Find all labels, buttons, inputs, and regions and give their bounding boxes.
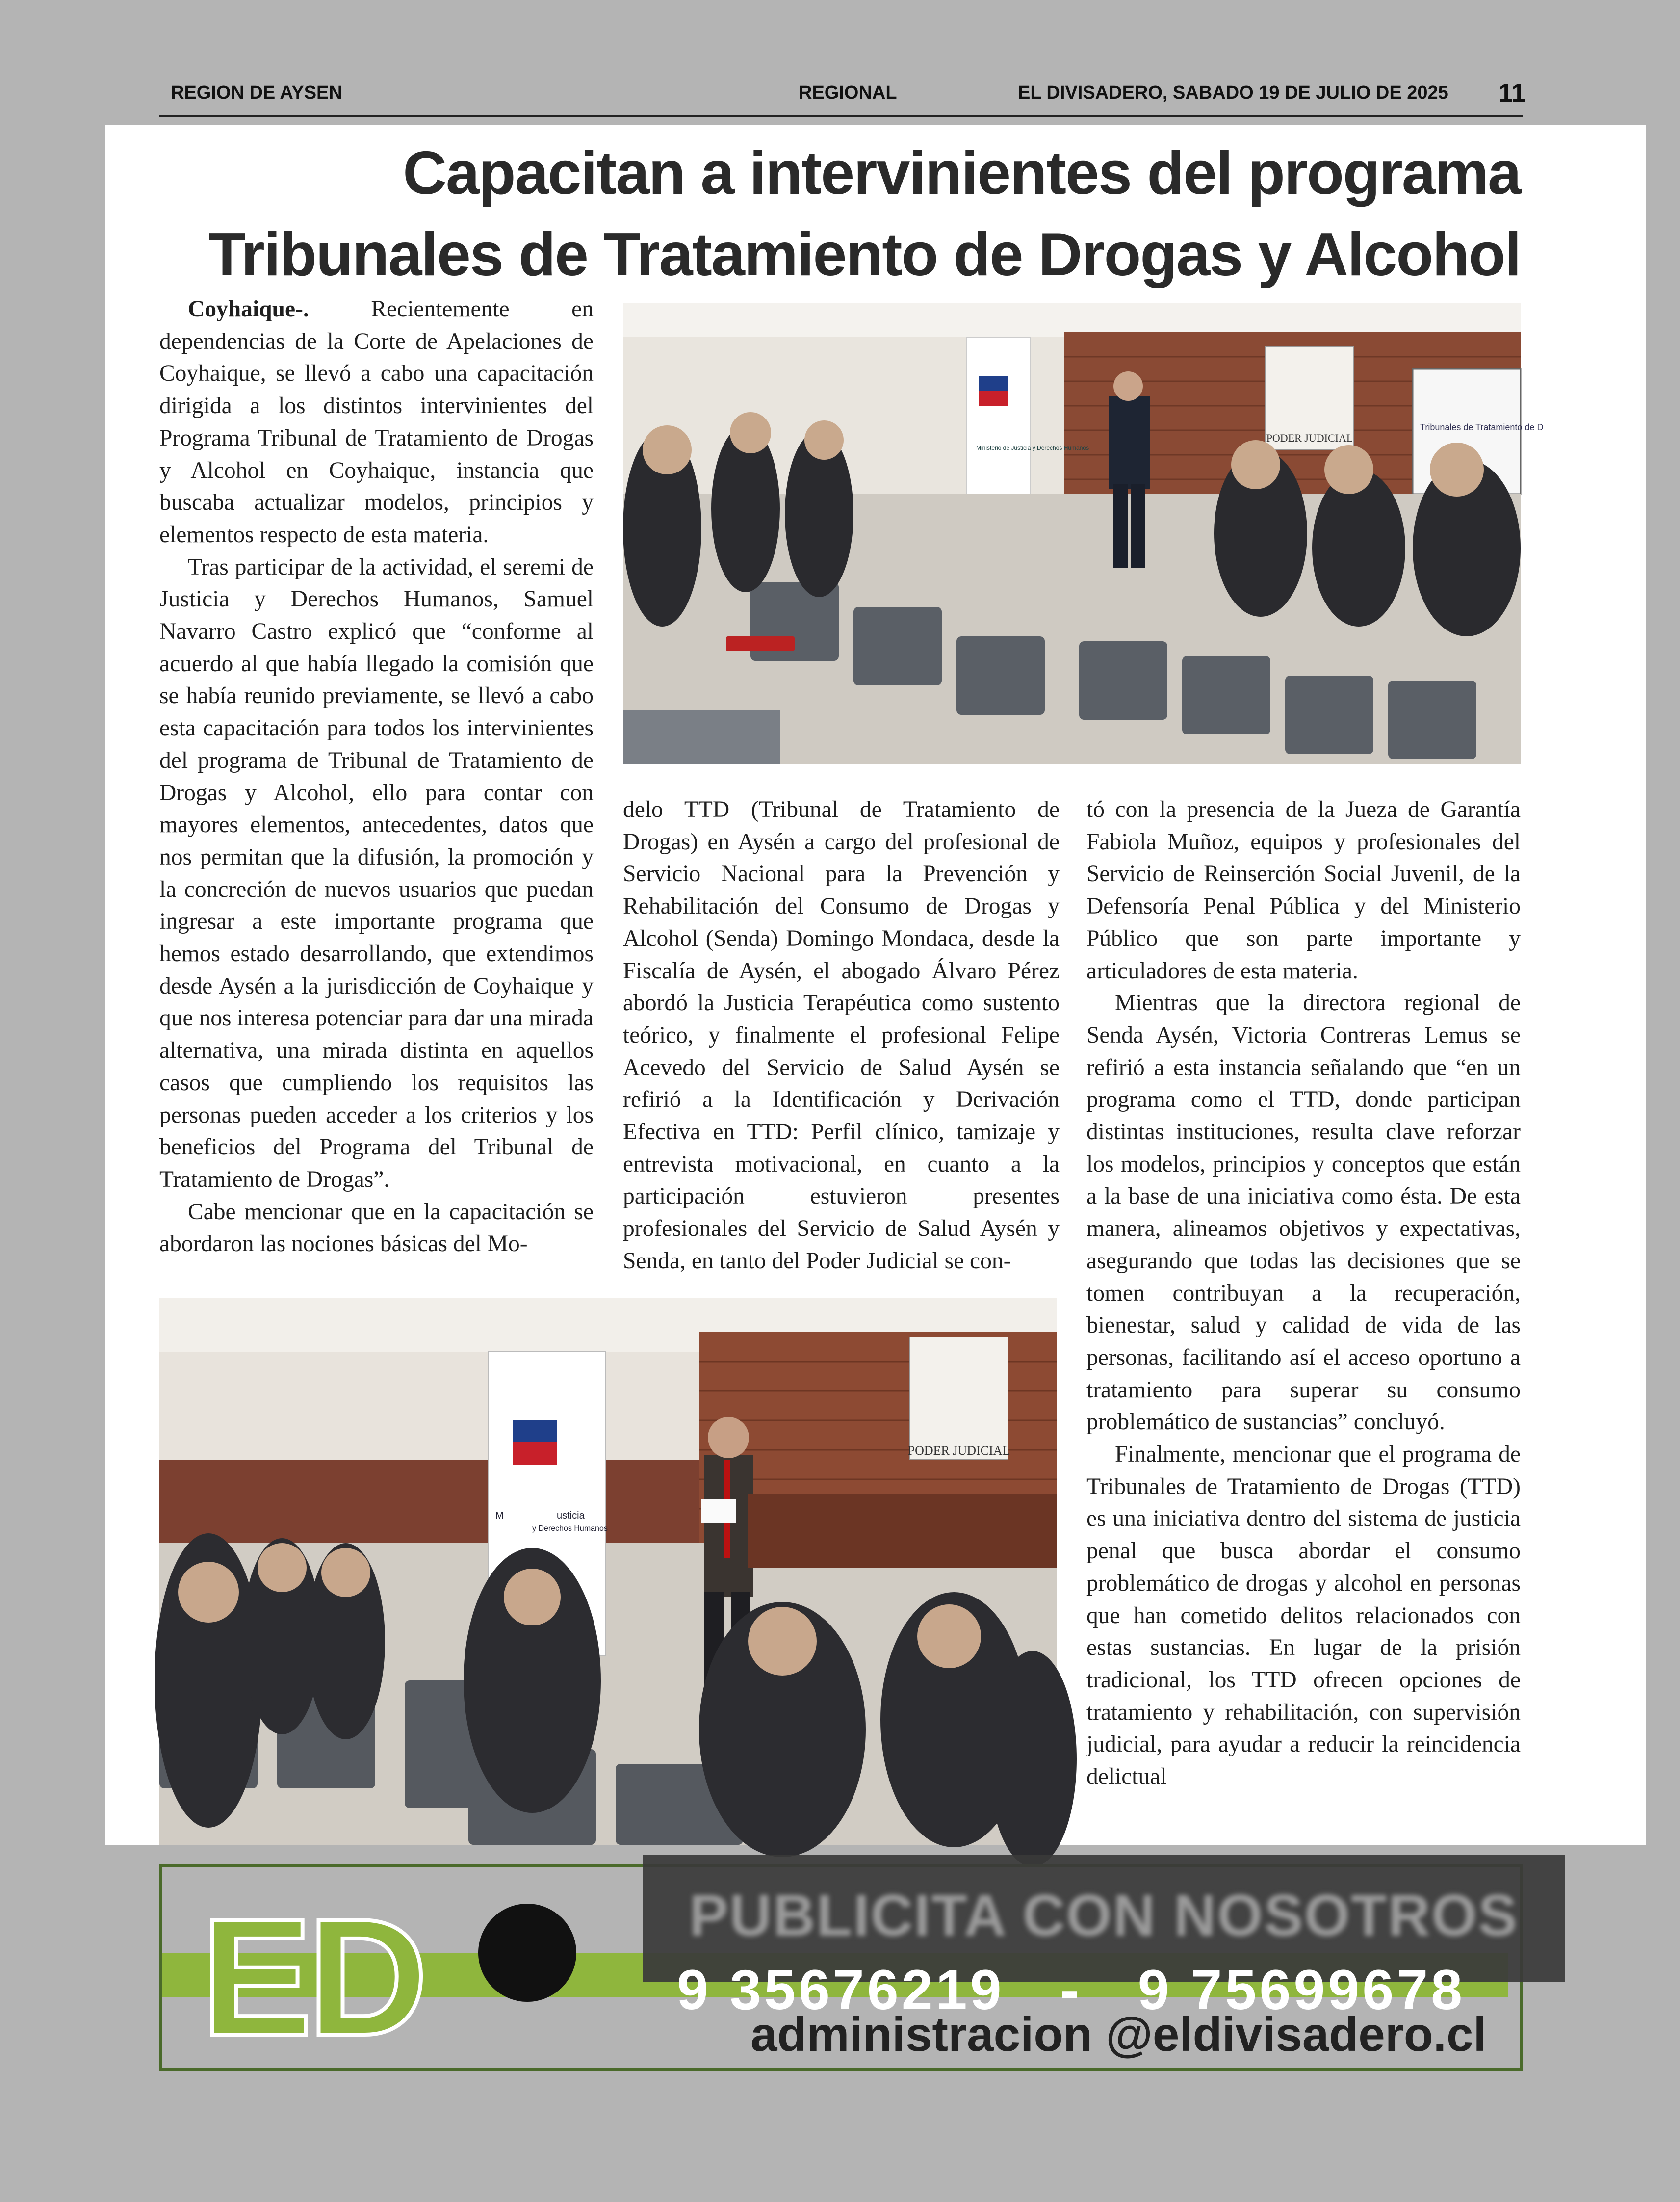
- projector-screen-text: Tribunales de Tratamiento de D: [1420, 422, 1544, 432]
- title-line-2: Tribunales de Tratamiento de Drogas y Alcohol: [208, 221, 1521, 288]
- training-session-photo-2: [159, 1298, 1057, 1845]
- section-left: REGION DE AYSEN: [171, 82, 342, 103]
- ad-headline: PUBLICITA CON NOSOTROS: [689, 1883, 1519, 1948]
- ad-logo-dot: [478, 1904, 576, 2002]
- training-session-photo-1: [623, 303, 1544, 764]
- ad-phone-numbers: 9 35676219 - 9 75699678: [677, 1959, 1466, 2021]
- banner-text-b: usticia: [557, 1510, 585, 1521]
- banner-text-c: y Derechos Humanos: [532, 1524, 608, 1533]
- title-line-1: Capacitan a intervinientes del programa: [403, 139, 1521, 207]
- article-column-1: [159, 293, 594, 1260]
- article-column-3: [1086, 794, 1521, 1793]
- ad-logo: ED: [201, 1884, 423, 2071]
- paragraph: Cabe mencionar que en la capacitación se abordaron las nociones básicas del Mo-: [159, 1199, 594, 1257]
- wall-sign-text: PODER JUDICIAL: [1266, 432, 1353, 444]
- article-column-2: [623, 794, 1060, 1278]
- article-photo-1: [623, 303, 1544, 764]
- paragraph: Mientras que la directora regional de Senda Aysén, Victoria Contreras Lemus se refirió a esta instancia señalando que “en un programa como el TTD, donde participan distintas instituciones, resulta clave reforzar los modelos, principios y conceptos que están a la base de una iniciativa como ésta. De esta manera, alineamos objetivos y expectativas, asegurando que todas las decisiones que se tomen contribuyan a la recuperación, bienestar, salud y calidad de vida de las personas, facilitando así el acceso oportuno a tratamiento para superar su consumo problemático de sustancias” concluyó.: [1086, 990, 1521, 1435]
- article-photo-2: [159, 1298, 1057, 1845]
- paragraph: Finalmente, mencionar que el programa de Tribunales de Tratamiento de Drogas (TTD) es una iniciativa dentro del sistema de justicia penal que busca abordar el consumo problemático de drogas y alcohol en personas que han cometido delitos relacionados con estas sustancias. En lugar de la prisión tradicional, los TTD ofrecen opciones de tratamiento y rehabilitación, con supervisión judicial, para ayudar a reducir la reincidencia delictual: [1086, 1442, 1521, 1790]
- ad-email: administracion @eldivisadero.cl: [750, 2007, 1487, 2061]
- newspaper-date: EL DIVISADERO, SABADO 19 DE JULIO DE 2025: [1018, 82, 1448, 103]
- paragraph-text: Recientemente en dependencias de la Corte de Apelaciones de Coyhaique, se llevó a cabo una capacitación dirigida a los distintos intervinientes del Programa Tribunal de Tratamiento de Drogas y Alcohol en Coyhaique, instancia que buscaba actualizar modelos, principios y elementos respecto de esta materia.: [159, 296, 594, 548]
- paragraph: tó con la presencia de la Jueza de Garantía Fabiola Muñoz, equipos y profesionales del Servicio de Reinserción Social Juvenil, de la Defensoría Penal Pública y del Ministerio Público que son parte importante y articuladores de esta materia.: [1086, 797, 1521, 984]
- section-center: REGIONAL: [799, 82, 897, 103]
- paragraph: delo TTD (Tribunal de Tratamiento de Drogas) en Aysén a cargo del profesional de Servicio Nacional para la Prevención y Rehabilitación del Consumo de Drogas y Alcohol (Senda) Domingo Mondaca, desde la Fiscalía de Aysén, el abogado Álvaro Pérez abordó la Justicia Terapéutica como sustento teórico, y finalmente el profesional Felipe Acevedo del Servicio de Salud Aysén se refirió a la Identificación y Derivación Efectiva en TTD: Perfil clínico, tamizaje y entrevista motivacional, en cuanto a la participación estuvieron presentes profesionales del Servicio de Salud Aysén y Senda, en tanto del Poder Judicial se con-: [623, 797, 1060, 1274]
- wall-sign-text: PODER JUDICIAL: [907, 1443, 1010, 1458]
- dateline: Coyhaique-.: [188, 296, 309, 322]
- header-rule: [159, 115, 1523, 117]
- article-title: [162, 132, 1521, 295]
- page-number: 11: [1499, 79, 1525, 107]
- paragraph: [159, 293, 594, 551]
- banner-text-a: M: [495, 1510, 504, 1521]
- banner-text: Ministerio de Justicia y Derechos Humanos: [976, 445, 1089, 451]
- paragraph: Tras participar de la actividad, el seremi de Justicia y Derechos Humanos, Samuel Navarro Castro explicó que “conforme al acuerdo al que había llegado la comisión que se había reunido previamente, se llevó a cabo esta capacitación para todos los intervinientes del programa de Tribunal de Tratamiento de Drogas y Alcohol, ello para contar con mayores elementos, antecedentes, datos que nos permitan que la difusión, la promoción y la concreción de nuevos usuarios que puedan ingresar a este importante programa que hemos estado desarrollando, que extendimos desde Aysén a la jurisdicción de Coyhaique y que nos interesa potenciar para dar una mirada alternativa, una mirada distinta en aquellos casos que cumpliendo los requisitos las personas pueden acceder a los criterios y los beneficios del Programa del Tribunal de Tratamiento de Drogas”.: [159, 554, 594, 1192]
